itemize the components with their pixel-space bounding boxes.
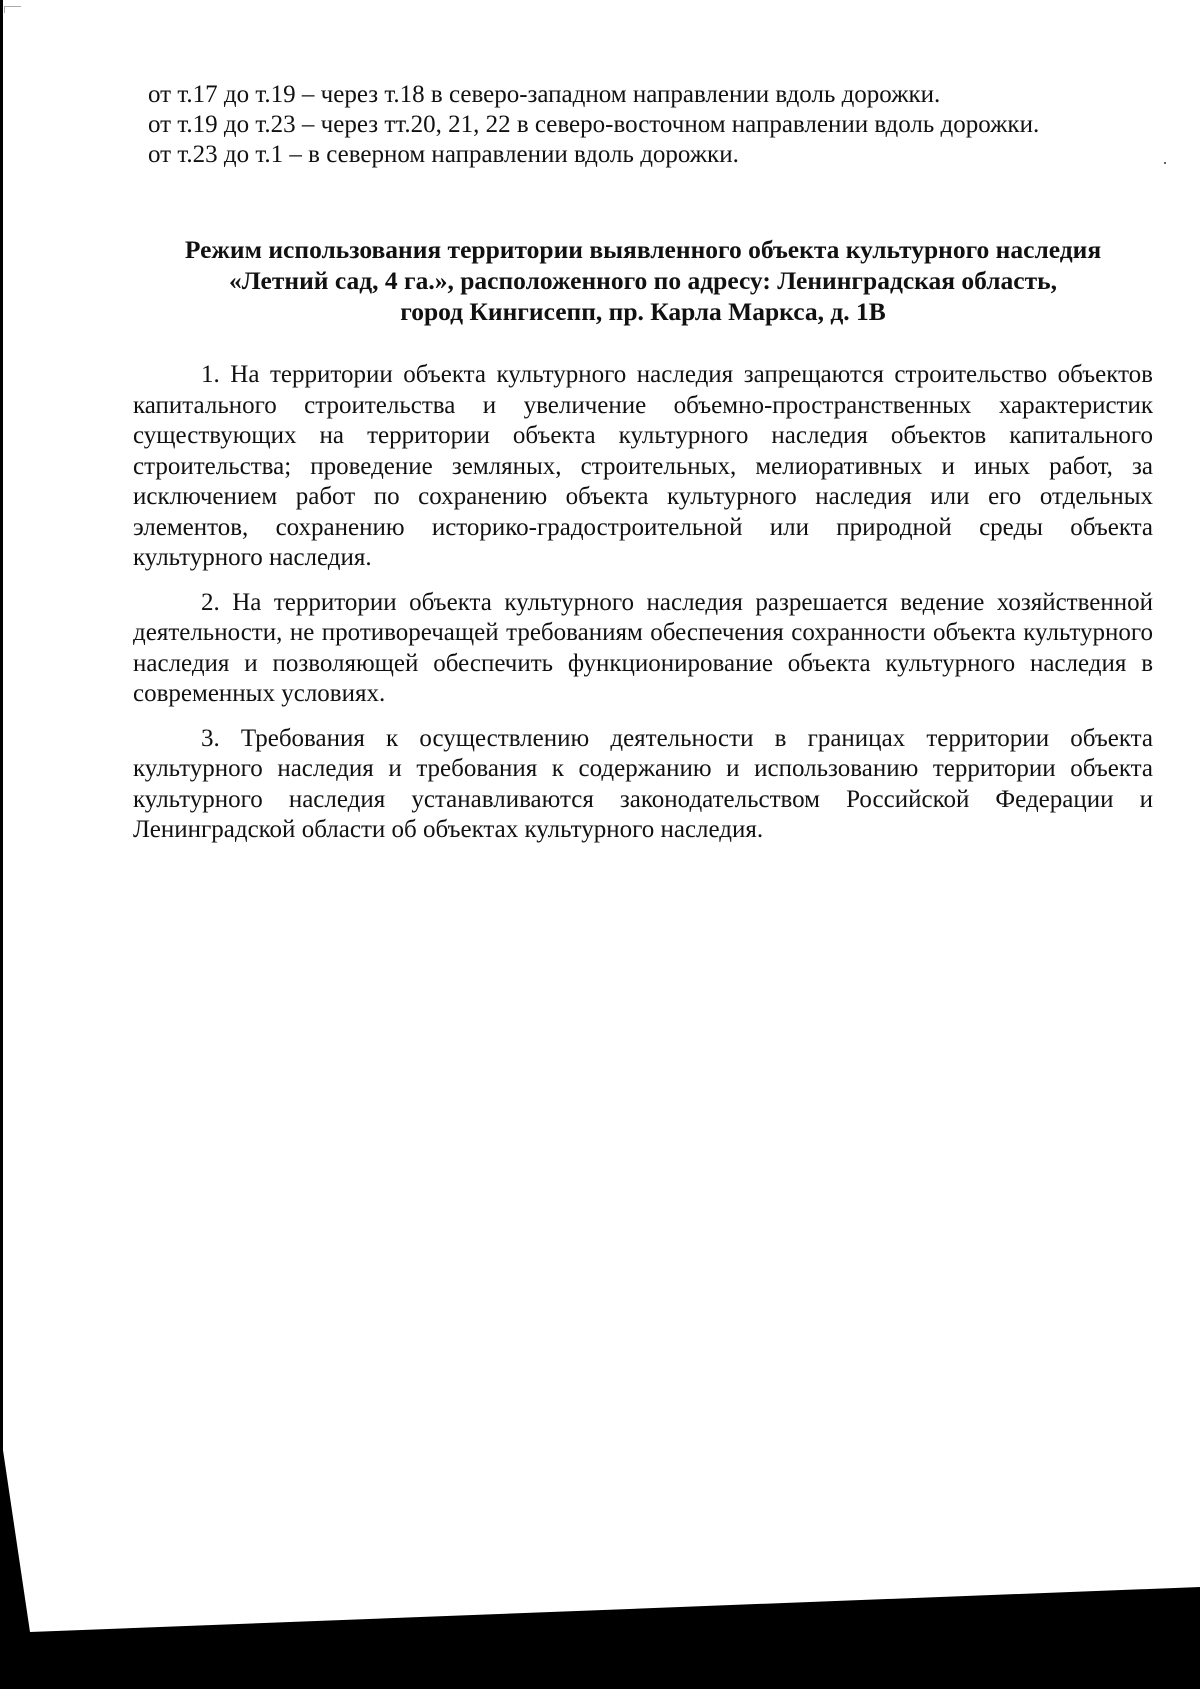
route-line: от т.17 до т.19 – через т.18 в северо-западном направлении вдоль дорожки. — [148, 81, 941, 108]
paragraph-3: 3. Требования к осуществлению деятельности в границах территории объекта культурного наследия и требования к содержанию и использованию территории объекта культурного наследия устанавливаются законодательством Российской Федерации и Ленинградской области об объектах культурного наследия. — [133, 724, 1153, 843]
heading-line: город Кингисепп, пр. Карла Маркса, д. 1В — [400, 297, 886, 326]
section-heading — [133, 234, 1153, 327]
route-line: от т.23 до т.1 – в северном направлении вдоль дорожки. — [148, 141, 739, 168]
scan-corner-mark — [4, 6, 21, 13]
route-line: от т.19 до т.23 – через тт.20, 21, 22 в северо-восточном направлении вдоль дорожки. — [148, 111, 1040, 138]
paragraph-1: 1. На территории объекта культурного наследия запрещаются строительство объектов капитального строительства и увеличение объемно-пространственных характеристик существующих на территории объекта культурного наследия объектов капитального строительства; проведение земляных, строительных, мелиоративных и иных работ, за исключением работ по сохранению объекта культурного наследия или его отдельных элементов, сохранению историко-градостроительной или природной среды объекта культурного наследия. — [133, 361, 1153, 571]
heading-line: Режим использования территории выявленного объекта культурного наследия — [184, 235, 1102, 264]
route-description — [148, 80, 1058, 170]
paragraph-2: 2. На территории объекта культурного наследия разрешается ведение хозяйственной деятельности, не противоречащей требованиям обеспечения сохранности объекта культурного наследия и позволяющей обеспечить функционирование объекта культурного наследия в современных условиях. — [133, 588, 1153, 707]
usage-regime-text — [133, 360, 1153, 860]
scan-left-edge — [0, 0, 3, 1689]
heading-line: «Летний сад, 4 га.», расположенного по адресу: Ленинградская область, — [228, 266, 1058, 295]
scan-dust-dot — [1164, 162, 1166, 164]
